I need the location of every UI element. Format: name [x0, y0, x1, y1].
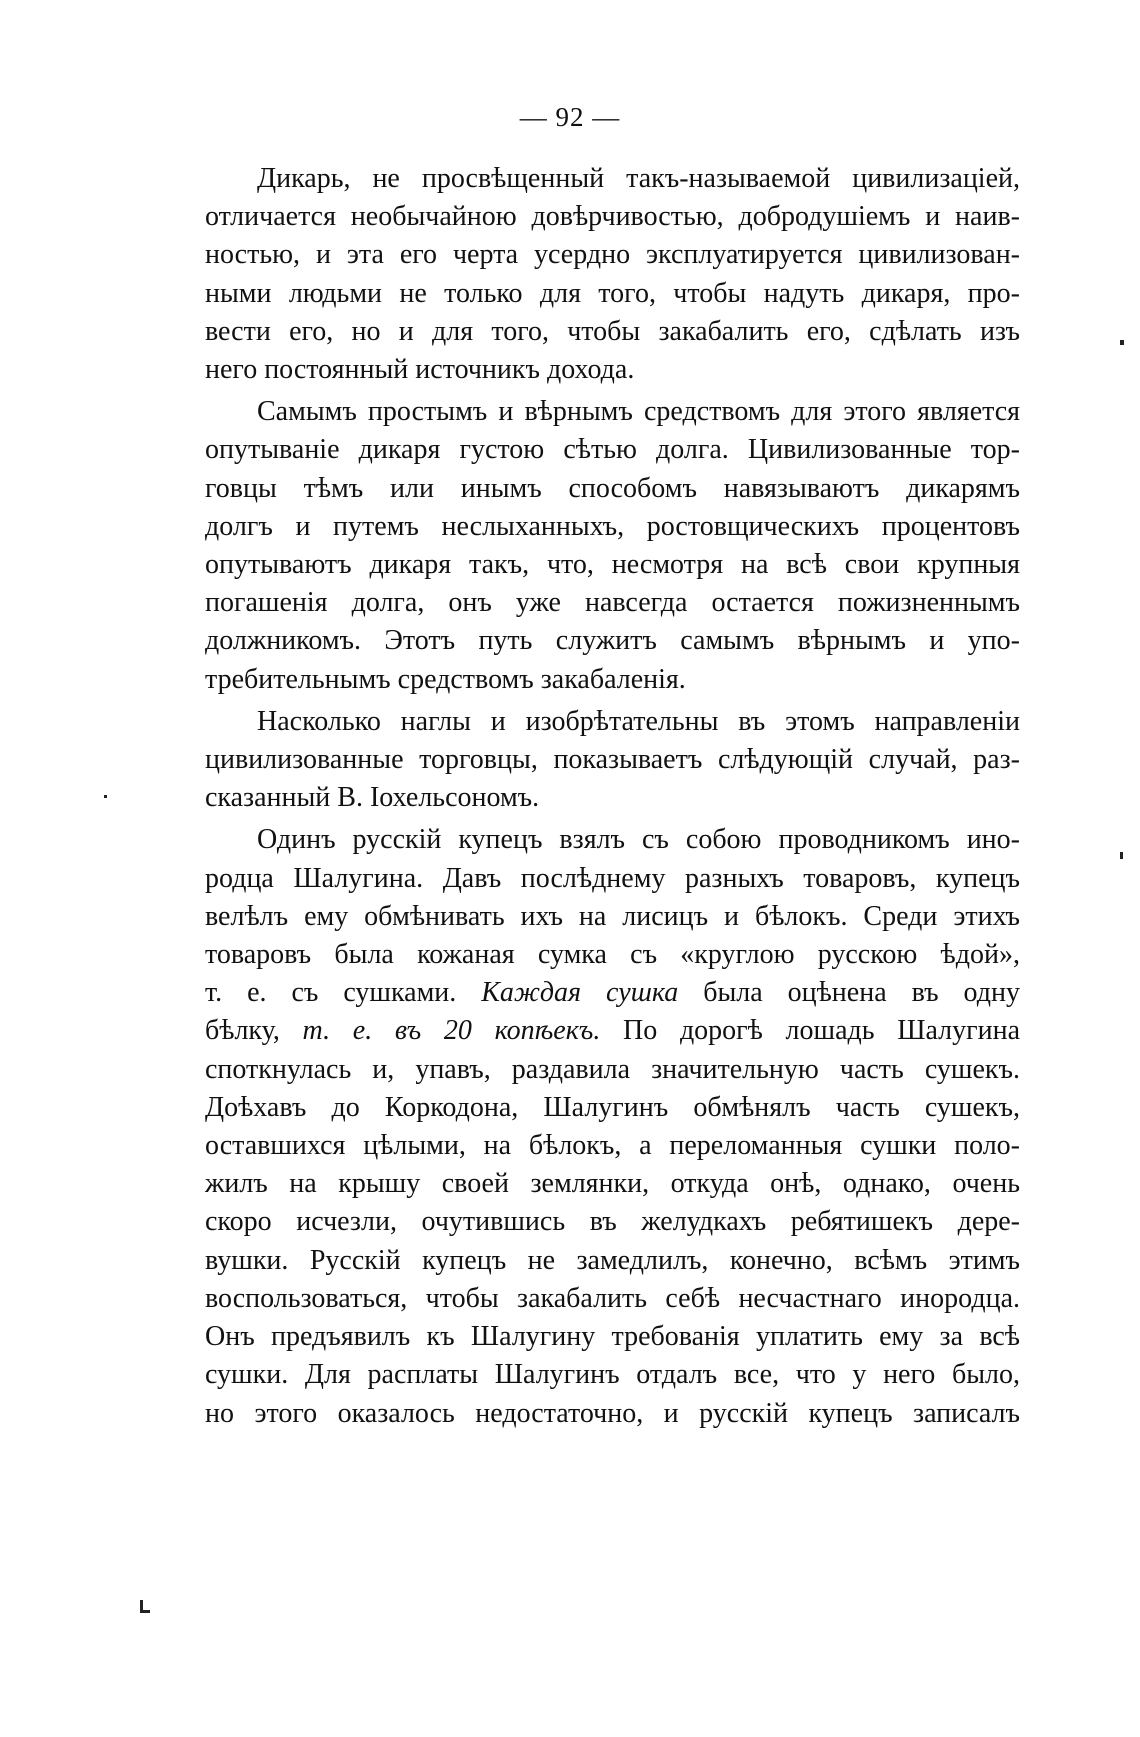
- text-line: Доѣхавъ до Коркодона, Шалугинъ обмѣнялъ часть сушекъ,: [205, 1091, 1020, 1123]
- text-line: воспользоваться, чтобы закабалить себѣ несчастнаго инородца.: [205, 1282, 1020, 1314]
- text-line: должникомъ. Этотъ путь служитъ самымъ вѣрнымъ и упо-: [205, 625, 1020, 657]
- paragraph-3: [205, 703, 1020, 818]
- text-line: но этого оказалось недостаточно, и русскiй купецъ записалъ: [205, 1397, 1020, 1429]
- scan-speck: [104, 795, 107, 798]
- text-line: говцы тѣмъ или инымъ способомъ навязываютъ дикарямъ: [205, 472, 1020, 504]
- text-line: него постоянный источникъ дохода.: [205, 354, 635, 386]
- paragraph-1: [205, 160, 1020, 389]
- text-line: Онъ предъявилъ къ Шалугину требованiя уплатить ему за всѣ: [205, 1321, 1020, 1353]
- text-line: скоро исчезли, очутившись въ желудкахъ ребятишекъ дере-: [205, 1206, 1020, 1238]
- text-line: ными людьми не только для того, чтобы надуть дикаря, про-: [205, 277, 1020, 309]
- text-line: вушки. Русскiй купецъ не замедлилъ, конечно, всѣмъ этимъ: [205, 1244, 1020, 1276]
- scan-speck: [140, 1610, 150, 1613]
- text-line: опутываютъ дикаря такъ, что, несмотря на всѣ свои крупныя: [205, 549, 1020, 581]
- page-number: — 92 —: [519, 102, 621, 132]
- text-line: вести его, но и для того, чтобы закабалить его, сдѣлать изъ: [205, 315, 1020, 347]
- text-line: Самымъ простымъ и вѣрнымъ средствомъ для этого является: [257, 396, 1020, 428]
- text-line: ностью, и эта его черта усердно эксплуатируется цивилизован-: [205, 239, 1020, 271]
- text-line: Насколько наглы и изобрѣтательны въ этомъ направленiи: [257, 705, 1020, 737]
- text-line: цивилизованные торговцы, показываетъ слѣдующiй случай, раз-: [205, 744, 1020, 776]
- text-line: сказанный В. Iохельсономъ.: [205, 782, 540, 814]
- text-line-mixed: [205, 1012, 1020, 1050]
- text-line: жилъ на крышу своей землянки, откуда онѣ, однако, очень: [205, 1168, 1020, 1200]
- italic-text: т. е. въ 20 копѣекъ.: [302, 1015, 601, 1047]
- text-line: товаровъ была кожаная сумка съ «круглою русскою ѣдой»,: [205, 939, 1020, 971]
- text-line: споткнулась и, упавъ, раздавила значительную часть сушекъ.: [205, 1053, 1020, 1085]
- text-line: опутыванiе дикаря густою сѣтью долга. Цивилизованные тор-: [205, 434, 1020, 466]
- text-line: погашенiя долга, онъ уже навсегда остается пожизненнымъ: [205, 587, 1020, 619]
- scan-speck: [1120, 852, 1123, 859]
- text-segment: По дорогѣ лошадь Шалугина: [600, 1015, 1020, 1047]
- text-line-mixed: [205, 974, 1020, 1012]
- text-line: родца Шалугина. Давъ послѣднему разныхъ товаровъ, купецъ: [205, 862, 1020, 894]
- text-line: велѣлъ ему обмѣнивать ихъ на лисицъ и бѣлокъ. Среди этихъ: [205, 900, 1020, 932]
- text-segment: бѣлку,: [205, 1015, 303, 1047]
- text-segment: была оцѣнена въ одну: [678, 977, 1020, 1009]
- paragraph-2: [205, 393, 1020, 699]
- scan-speck: [1120, 340, 1124, 345]
- paragraph-4: [205, 821, 1020, 1432]
- text-line: Дикарь, не просвѣщенный такъ-называемой цивилизацiей,: [257, 163, 1020, 194]
- text-line: Одинъ русскiй купецъ взялъ съ собою проводникомъ ино-: [257, 824, 1020, 856]
- text-line: оставшихся цѣлыми, на бѣлокъ, а переломанныя сушки поло-: [205, 1130, 1020, 1162]
- italic-text: Каждая сушка: [481, 977, 679, 1009]
- page-text: [205, 160, 1020, 1437]
- text-line: отличается необычайною довѣрчивостью, добродушiемъ и наив-: [205, 201, 1020, 233]
- text-line: требительнымъ средствомъ закабаленiя.: [205, 663, 686, 695]
- text-segment: т. е. съ сушками.: [205, 977, 482, 1009]
- text-line: долгъ и путемъ неслыханныхъ, ростовщическихъ процентовъ: [205, 510, 1020, 542]
- text-line: сушки. Для расплаты Шалугинъ отдалъ все, что у него было,: [205, 1359, 1020, 1391]
